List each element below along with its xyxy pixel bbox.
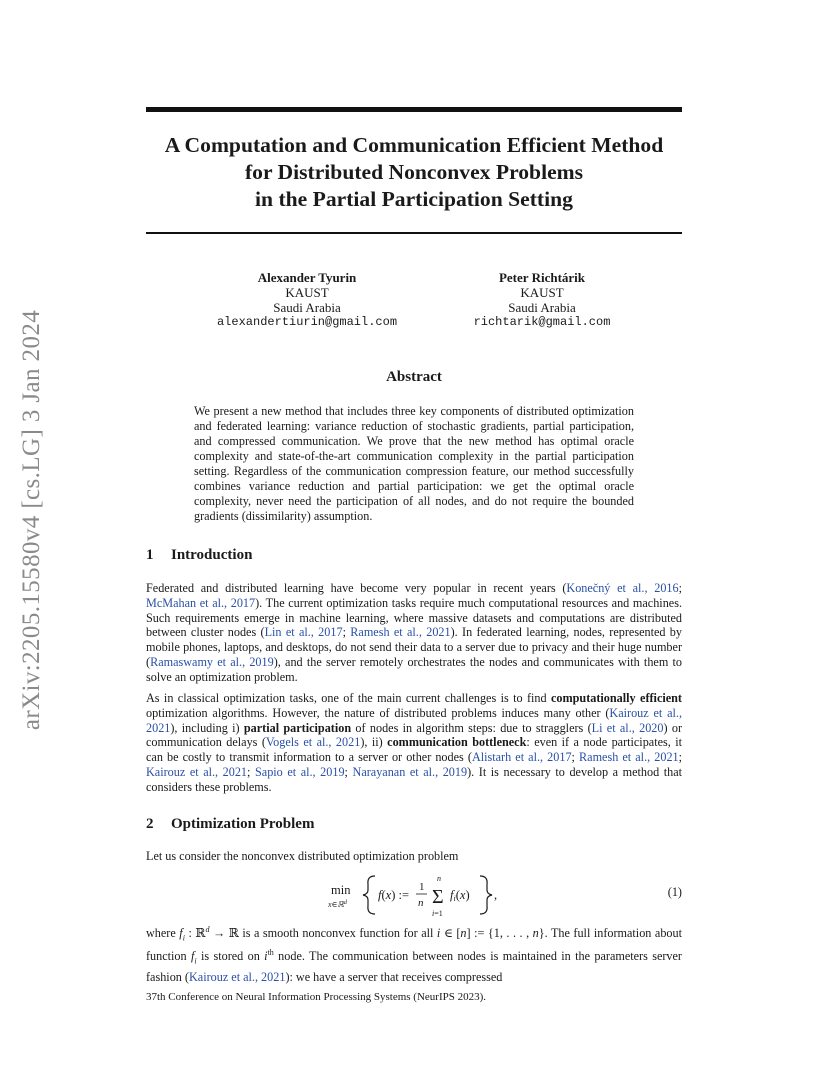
equation-1-formula (146, 870, 682, 918)
citation-link[interactable]: Vogels et al., 2021 (265, 735, 361, 750)
title-line-3: in the Partial Participation Setting (255, 187, 573, 211)
citation-link[interactable]: Konečný et al., 2016 (566, 581, 679, 595)
citation-link[interactable]: Li et al., 2020 (591, 720, 664, 735)
title-line-1: A Computation and Communication Efficient Method (164, 133, 664, 157)
author-block-1 (177, 270, 437, 330)
optimization-paragraph: where $f_i$ : ℝ$^d$ → ℝ is a smooth nonconvex function for all i ∈ [n] := {1, . . . , n}. The full information about function $f_i$ is stored on $i^{th}$ node. The communication between nodes is maintained in the parameters server fashion (Kairouz et al., 2021): we have a server that receives compressed (146, 925, 682, 984)
optimization-lead-text: Let us consider the nonconvex distributed optimization problem (146, 849, 459, 863)
svg-text:i=1: i=1 (432, 909, 443, 918)
svg-text:min: min (331, 883, 351, 897)
citation-link[interactable]: Alistarh et al., 2017 (471, 750, 572, 765)
math-inline-fi: $f_i$ (190, 949, 197, 966)
math-inline-index-set: i ∈ [n] := {1, . . . , n} (436, 926, 545, 941)
section-title: Introduction (171, 547, 253, 563)
author-email[interactable]: richtarik@gmail.com (473, 315, 611, 329)
citation-link[interactable]: Narayanan et al., 2019 (352, 764, 468, 779)
math-inline-ith: $i^{th}$ (264, 948, 274, 964)
paper-title (100, 132, 728, 213)
citation-link[interactable]: Sapio et al., 2019 (255, 764, 345, 779)
svg-text:n: n (418, 897, 424, 909)
author-email[interactable]: alexandertiurin@gmail.com (216, 315, 398, 329)
arxiv-id: arXiv:2205.15580v4 [cs.LG] 3 Jan 2024 (18, 309, 45, 731)
citation-link[interactable]: Lin et al., 2017 (264, 625, 343, 640)
citation-link[interactable]: Ramesh et al., 2021 (350, 625, 451, 640)
title-bottom-rule (146, 232, 682, 234)
equation-number: (1) (667, 885, 682, 899)
title-line-2: for Distributed Nonconvex Problems (244, 160, 584, 184)
section-title: Optimization Problem (171, 816, 315, 832)
citation-link[interactable]: Kairouz et al., 2021 (188, 969, 286, 984)
author-affiliation: KAUST (520, 285, 564, 300)
abstract-text: We present a new method that includes three key components of distributed optimization and federated learning: variance reduction of stochastic gradients, partial participation, and compressed communication. We prove that the new method has optimal oracle complexity and state-of-the-art communication complexity in the partial participation setting. Regardless of the communication compression feature, our method successfully combines variance reduction and partial participation: we get the optimal oracle complexity, never need the participation of all nodes, and do not require the bounded gradients (dissimilarity) assumption. (194, 404, 634, 523)
intro-paragraph-1: Federated and distributed learning have become very popular in recent years (Konečný et al., 2016; McMahan et al., 2017). The current optimization tasks require much computational resources and machines. Such requirements emerge in machine learning, where massive datasets and computations are distributed between cluster nodes (Lin et al., 2017; Ramesh et al., 2021). In federated learning, nodes, represented by mobile phones, laptops, and desktops, do not send their data to a server due to privacy and their huge number (Ramaswamy et al., 2019), and the server remotely orchestrates the nodes and communicates with them to solve an optimization problem. (146, 581, 683, 684)
citation-link[interactable]: Ramaswamy et al., 2019 (150, 654, 274, 669)
svg-text:fi(x): fi(x) (450, 888, 470, 903)
svg-text:f(x) :=: f(x) := (378, 888, 410, 902)
author-country: Saudi Arabia (273, 300, 341, 315)
author-affiliation: KAUST (285, 285, 329, 300)
citation-link[interactable]: Kairouz et al., 2021 (146, 764, 248, 779)
citation-link[interactable]: Kairouz et al., 2021 (146, 705, 682, 735)
abstract-heading: Abstract (386, 369, 442, 385)
svg-text:x∈ℝd: x∈ℝ$^d$ (328, 900, 347, 909)
math-inline-fi-domain: $f_i$ : ℝ$^d$ → ℝ (179, 925, 239, 943)
equation-1 (146, 870, 682, 918)
citation-link[interactable]: Ramesh et al., 2021 (579, 750, 679, 765)
svg-text:n: n (437, 874, 441, 883)
author-name: Alexander Tyurin (257, 270, 357, 285)
citation-link[interactable]: McMahan et al., 2017 (146, 595, 256, 610)
intro-paragraph-2: As in classical optimization tasks, one of the main current challenges is to find computationally efficient optimization algorithms. However, the nature of distributed problems induces many other (Kairouz et al., 2021), including i) partial participation of nodes in algorithm steps: due to stragglers (Li et al., 2020) or communication delays (Vogels et al., 2021), ii) communication bottleneck: even if a node participates, it can be costly to transmit information to a server or other nodes (Alistarh et al., 2017; Ramesh et al., 2021; Kairouz et al., 2021; Sapio et al., 2019; Narayanan et al., 2019). It is necessary to develop a method that considers these problems. (146, 691, 683, 794)
conference-footer: 37th Conference on Neural Information Processing Systems (NeurIPS 2023). (146, 991, 487, 1003)
author-block-2 (412, 270, 672, 330)
svg-text:,: , (494, 888, 498, 902)
section-heading-optimization-problem (146, 816, 314, 833)
section-number: 1 (146, 547, 154, 563)
svg-text:Σ: Σ (432, 886, 444, 908)
section-number: 2 (146, 816, 154, 832)
author-name: Peter Richtárik (498, 270, 586, 285)
title-top-rule (146, 107, 682, 112)
author-country: Saudi Arabia (508, 300, 576, 315)
arxiv-sidebar-stamp (6, 290, 58, 750)
section-heading-introduction (146, 547, 252, 564)
svg-text:1: 1 (419, 881, 425, 893)
